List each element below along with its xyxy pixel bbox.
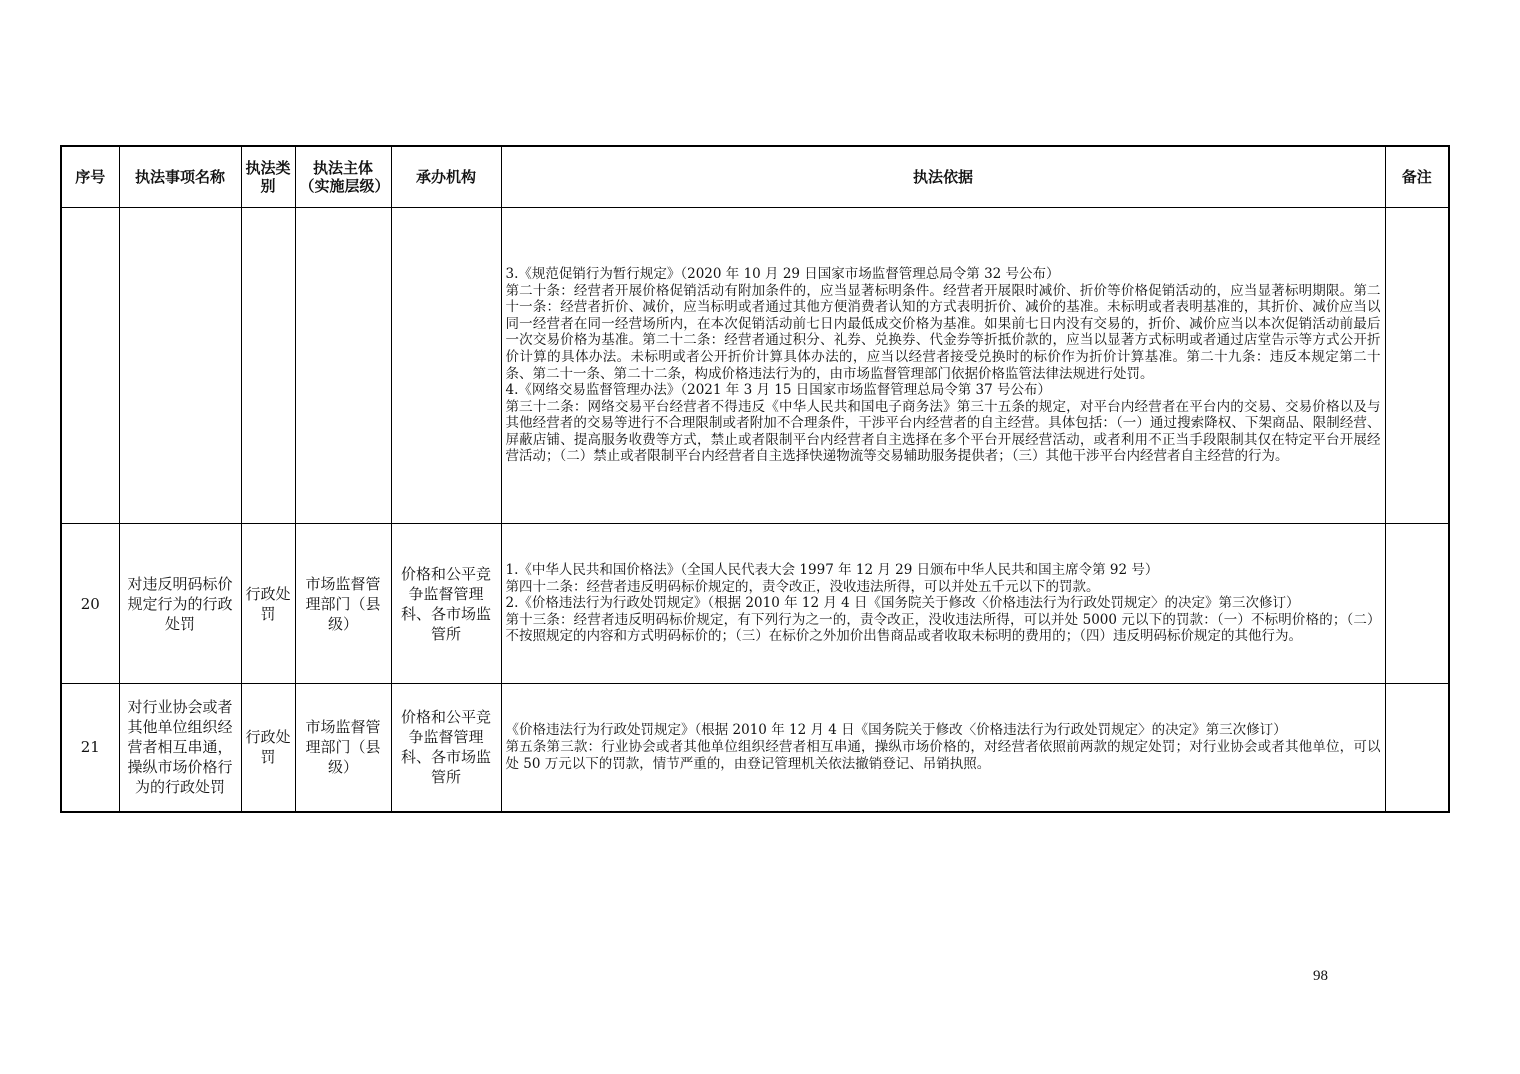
header-note: 备注 — [1385, 146, 1449, 208]
cell-subject: 市场监督管理部门（县级） — [295, 684, 391, 812]
cell-subject — [295, 208, 391, 524]
header-row — [61, 146, 1449, 208]
cell-basis — [501, 524, 1385, 684]
cell-dept — [391, 208, 501, 524]
header-dept: 承办机构 — [391, 146, 501, 208]
table-row — [61, 208, 1449, 524]
header-basis: 执法依据 — [501, 146, 1385, 208]
cell-item — [119, 208, 241, 524]
cell-note — [1385, 208, 1449, 524]
header-item-name: 执法事项名称 — [119, 146, 241, 208]
basis-line: 第二十条：经营者开展价格促销活动有附加条件的，应当显著标明条件。经营者开展限时减价、折价等价格促销活动的，应当显著标明期限。第二十一条：经营者折价、减价，应当标明或者通过其他方便消费者认知的方式表明折价、减价的基准。未标明或者表明基准的，其折价、减价应当以同一经营者在同一经营场所内，在本次促销活动前七日内最低成交价格为基准。如果前七日内没有交易的，折价、减价应当以本次促销活动前最后一次交易价格为基准。第二十二条：经营者通过积分、礼券、兑换券、代金券等折抵价款的，应当以显著方式标明或者通过店堂告示等方式公开折价计算的具体办法。未标明或者公开折价计算具体办法的，应当以经营者接受兑换时的标价作为折价计算基准。第二十九条：违反本规定第二十条、第二十一条、第二十二条，构成价格违法行为的，由市场监督管理部门依据价格监管法律法规进行处罚。 — [505, 282, 1381, 382]
basis-line: 4.《网络交易监督管理办法》（2021 年 3 月 15 日国家市场监督管理总局令第 37 号公布） — [505, 382, 1051, 399]
cell-dept: 价格和公平竞争监督管理科、各市场监管所 — [391, 524, 501, 684]
basis-line: 1.《中华人民共和国价格法》（全国人民代表大会 1997 年 12 月 29 日颁布中华人民共和国主席令第 92 号） — [505, 562, 1159, 579]
cell-category: 行政处罚 — [241, 684, 295, 812]
cell-note — [1385, 524, 1449, 684]
cell-subject: 市场监督管理部门（县级） — [295, 524, 391, 684]
enforcement-table — [60, 145, 1450, 813]
cell-seq — [61, 208, 119, 524]
basis-line: 第五条第三款：行业协会或者其他单位组织经营者相互串通，操纵市场价格的，对经营者依照前两款的规定处罚；对行业协会或者其他单位，可以处 50 万元以下的罚款，情节严重的，由登记管理机关依法撤销登记、吊销执照。 — [505, 738, 1381, 772]
cell-basis — [501, 684, 1385, 812]
cell-item: 对行业协会或者其他单位组织经营者相互串通，操纵市场价格行为的行政处罚 — [119, 684, 241, 812]
cell-category: 行政处罚 — [241, 524, 295, 684]
header-category: 执法类别 — [241, 146, 295, 208]
table-row — [61, 524, 1449, 684]
cell-item: 对违反明码标价规定行为的行政处罚 — [119, 524, 241, 684]
basis-line: 第四十二条：经营者违反明码标价规定的，责令改正，没收违法所得，可以并处五千元以下的罚款。 — [505, 578, 1100, 595]
cell-seq: 21 — [61, 684, 119, 812]
basis-line: 第十三条：经营者违反明码标价规定，有下列行为之一的，责令改正，没收违法所得，可以并处 5000 元以下的罚款：（一）不标明价格的；（二）不按照规定的内容和方式明码标价的；（三）在标价之外加价出售商品或者收取未标明的费用的；（四）违反明码标价规定的其他行为。 — [505, 611, 1381, 645]
cell-basis — [501, 208, 1385, 524]
basis-line: 第三十二条：网络交易平台经营者不得违反《中华人民共和国电子商务法》第三十五条的规定，对平台内经营者在平台内的交易、交易价格以及与其他经营者的交易等进行不合理限制或者附加不合理条件，干涉平台内经营者的自主经营。具体包括：（一）通过搜索降权、下架商品、限制经营、屏蔽店铺、提高服务收费等方式，禁止或者限制平台内经营者自主选择在多个平台开展经营活动，或者利用不正当手段限制其仅在特定平台开展经营活动；（二）禁止或者限制平台内经营者自主选择快递物流等交易辅助服务提供者；（三）其他干涉平台内经营者自主经营的行为。 — [505, 398, 1381, 465]
cell-category — [241, 208, 295, 524]
basis-line: 《价格违法行为行政处罚规定》（根据 2010 年 12 月 4 日《国务院关于修改〈价格违法行为行政处罚规定〉的决定》第三次修订） — [505, 722, 1287, 739]
header-subject: 执法主体（实施层级） — [295, 146, 391, 208]
header-seq: 序号 — [61, 146, 119, 208]
page-number: 98 — [1313, 968, 1328, 984]
basis-line: 3.《规范促销行为暂行规定》（2020 年 10 月 29 日国家市场监督管理总局令第 32 号公布） — [505, 265, 1060, 282]
basis-line: 2.《价格违法行为行政处罚规定》（根据 2010 年 12 月 4 日《国务院关于修改〈价格违法行为行政处罚规定〉的决定》第三次修订） — [505, 595, 1300, 612]
cell-note — [1385, 684, 1449, 812]
cell-dept: 价格和公平竞争监督管理科、各市场监管所 — [391, 684, 501, 812]
table-row — [61, 684, 1449, 812]
cell-seq: 20 — [61, 524, 119, 684]
